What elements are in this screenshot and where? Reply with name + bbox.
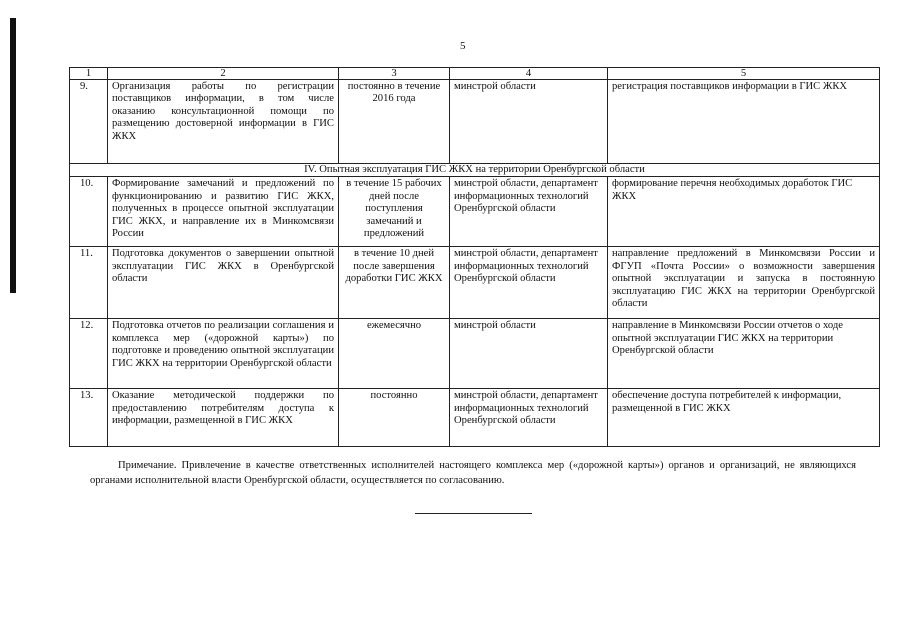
header-cell: 1 [70,68,108,80]
header-cell: 2 [108,68,339,80]
closing-rule [415,513,532,514]
row-number: 11. [70,247,108,319]
row-task: Подготовка отчетов по реализации соглашения и комплекса мер («дорожной карты») по подготовке и проведению опытной эксплуатации ГИС ЖКХ на территории Оренбургской области [108,319,339,389]
row-executor: минстрой области, департамент информационных технологий Оренбургской области [450,247,608,319]
row-number: 9. [70,80,108,164]
row-task: Организация работы по регистрации поставщиков информации, в том числе оказанию консультационной помощи по размещению достоверной информации в ГИС ЖКХ [108,80,339,164]
row-number: 13. [70,389,108,447]
footnote-remark: Примечание. Привлечение в качестве ответственных исполнителей настоящего комплекса мер («дорожной карты») органов и организаций, не являющихся органами исполнительной власти Оренбургской области, осуществляется по согласованию. [90,460,856,486]
row-task: Оказание методической поддержки по предоставлению потребителям доступа к информации, размещенной в ГИС ЖКХ [108,389,339,447]
section-row [70,164,880,177]
row-result: обеспечение доступа потребителей к информации, размещенной в ГИС ЖКХ [608,389,880,447]
header-cell: 4 [450,68,608,80]
row-number: 10. [70,177,108,247]
header-cell: 3 [339,68,450,80]
row-term: постоянно [339,389,450,447]
table-row [70,319,880,389]
row-executor: минстрой области, департамент информационных технологий Оренбургской области [450,389,608,447]
row-term: в течение 15 рабочих дней после поступления замечаний и предложений [339,177,450,247]
row-executor: минстрой области [450,80,608,164]
page-number: 5 [460,40,466,52]
row-result: направление в Минкомсвязи России отчетов о ходе опытной эксплуатации ГИС ЖКХ на территории Оренбургской области [608,319,880,389]
scan-edge-mark [10,18,16,293]
row-result: регистрация поставщиков информации в ГИС ЖКХ [608,80,880,164]
table-row [70,177,880,247]
header-cell: 5 [608,68,880,80]
table-row [70,80,880,164]
roadmap-table [69,67,880,447]
row-task: Формирование замечаний и предложений по функционированию и развитию ГИС ЖКХ, полученных в процессе опытной эксплуатации ГИС ЖКХ, и направление их в Минкомсвязи России [108,177,339,247]
row-term: постоянно в течение 2016 года [339,80,450,164]
row-term: ежемесячно [339,319,450,389]
table-header-row [70,68,880,80]
row-term: в течение 10 дней после завершения доработки ГИС ЖКХ [339,247,450,319]
table-row [70,247,880,319]
table-row [70,389,880,447]
row-executor: минстрой области [450,319,608,389]
row-executor: минстрой области, департамент информационных технологий Оренбургской области [450,177,608,247]
row-result: формирование перечня необходимых доработок ГИС ЖКХ [608,177,880,247]
row-task: Подготовка документов о завершении опытной эксплуатации ГИС ЖКХ в Оренбургской области [108,247,339,319]
section-title: IV. Опытная эксплуатация ГИС ЖКХ на территории Оренбургской области [70,164,880,177]
row-result: направление предложений в Минкомсвязи России и ФГУП «Почта России» о возможности завершения опытной эксплуатации и запуска в постоянную эксплуатацию ГИС ЖКХ на территории Оренбургской области [608,247,880,319]
row-number: 12. [70,319,108,389]
